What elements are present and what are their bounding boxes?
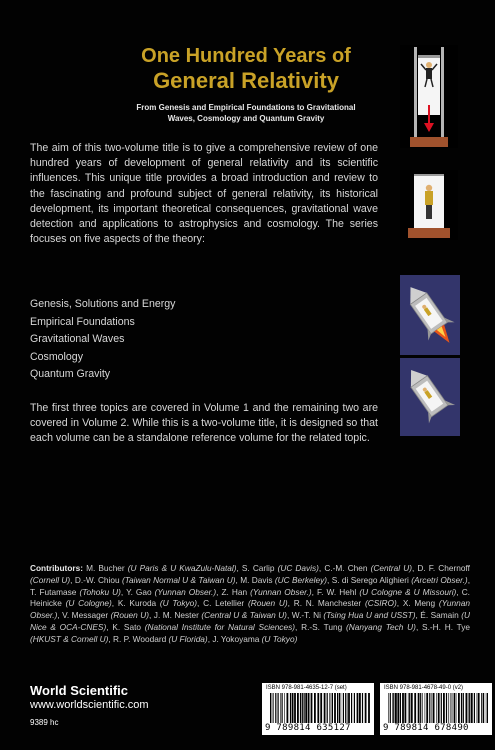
barcode-bar (348, 693, 350, 723)
barcode-digits: 9 789814 635127 (265, 723, 351, 733)
barcode-bar (454, 693, 455, 723)
contributor-affiliation: (U Paris & U KwaZulu-Natal) (127, 563, 237, 573)
rocket-illustration-1 (400, 275, 460, 355)
barcode-bar (461, 693, 462, 723)
barcode-bar (446, 693, 447, 723)
barcode-bars (388, 693, 488, 723)
barcode-bar (290, 693, 291, 723)
barcode-bar (478, 693, 480, 723)
barcode-bar (359, 693, 361, 723)
title-block (96, 44, 396, 124)
contributor-affiliation: (Yunnan Obser.) (30, 598, 470, 621)
barcode-bar (432, 693, 433, 723)
contributor-name: T. Futamase (30, 586, 80, 597)
contributor-affiliation: (Yunnan Obser.) (250, 586, 312, 597)
barcode-bar (456, 693, 457, 723)
list-item: Empirical Foundations (30, 315, 135, 328)
barcode-bar (282, 693, 283, 723)
barcode-bars (270, 693, 370, 723)
barcode-bar (450, 693, 451, 723)
barcode-bar (463, 693, 464, 723)
contributor-affiliation: (CSIRO) (364, 598, 397, 609)
barcode-bar (329, 693, 330, 723)
barcode-bar (331, 693, 332, 723)
contributor-name: M. Bucher (86, 563, 128, 573)
barcode-bar (272, 693, 273, 723)
publisher-name: World Scientific (30, 683, 128, 698)
barcode-bar (341, 693, 342, 723)
contributor-name: X. Meng (402, 598, 439, 609)
contributor-affiliation: (U Cologne & U Missouri) (359, 586, 457, 597)
barcode-bar (354, 693, 355, 723)
barcode-bar (357, 693, 359, 723)
contributor-name: C. Heinicke (30, 586, 470, 609)
barcode-bar (458, 693, 460, 723)
contributor-name: F. W. Hehl (317, 586, 360, 597)
barcode-bar (443, 693, 445, 723)
list-item: Cosmology (30, 350, 83, 363)
contributor-affiliation: (HKUST & Cornell U) (30, 633, 109, 644)
contributor-name: Z. Han (221, 586, 251, 597)
barcode-bar (429, 693, 430, 723)
barcode-bar (471, 693, 473, 723)
barcode-bar (345, 693, 346, 723)
barcode-bar (308, 693, 310, 723)
contributor-affiliation: (UC Davis) (277, 563, 319, 573)
barcode-bar (270, 693, 271, 723)
description-paragraph-2: The first three topics are covered in Volume 1 and the remaining two are covered in Volume 2. While this is a two-volume title, it is designed so that each volume can be a standalone reference volume for the related topic. (30, 402, 378, 445)
rocket-illustration-2 (400, 358, 460, 436)
contributor-name: K. Kuroda (117, 598, 160, 609)
contributor-affiliation: (Taiwan Normal U & Taiwan U) (121, 574, 236, 585)
barcode-bar (433, 693, 435, 723)
barcode-bar (368, 693, 370, 723)
title-line-1: One Hundred Years of (141, 45, 351, 67)
barcode-bar (441, 693, 442, 723)
barcode-bar (343, 693, 344, 723)
contributor-name: J. Yokoyama (212, 633, 262, 644)
contributor-affiliation: (Nanyang Tech U) (345, 621, 416, 632)
contributor-name: R. P. Woodard (113, 633, 169, 644)
contributor-affiliation: (U Tokyo) (261, 633, 298, 644)
contributor-name: Y. Gao (126, 586, 155, 597)
barcode-bar (422, 693, 423, 723)
barcode-bar (418, 693, 420, 723)
aspects-list (30, 296, 175, 384)
barcode-bar (477, 693, 478, 723)
contributor-affiliation: (Rouen U) (110, 610, 150, 621)
description-paragraph-1: The aim of this two-volume title is to give a comprehensive review of one hundred years of development of general relativity and its scientific influences. This unique title provides a broad introduction and review to the fascinating and profound subject of general relativity, its historical development, its important theoretical consequences, gravitational wave detection and applications to astrophysics and cosmology. The series focuses on five aspects of the theory: (30, 142, 378, 246)
barcode-bar (468, 693, 469, 723)
barcode-volume-2 (380, 683, 492, 735)
contributor-name: K. Sato (112, 621, 145, 632)
barcode-bar (365, 693, 367, 723)
barcode-bar (414, 693, 416, 723)
barcode-bar (405, 693, 407, 723)
contributor-affiliation: (Yunnan Obser.) (154, 586, 217, 597)
contributor-name: S.-H. H. Tye (422, 621, 471, 632)
barcode-bar (351, 693, 352, 723)
contributor-name: V. Messager (62, 610, 111, 621)
barcode-bar (425, 693, 426, 723)
isbn-label: ISBN 978-981-4635-12-7 (set) (266, 685, 347, 691)
list-item: Genesis, Solutions and Energy (30, 298, 176, 310)
contributors-label: Contributors: (30, 563, 83, 573)
barcode-bar (300, 693, 301, 723)
publisher-url[interactable]: www.worldscientific.com (30, 699, 149, 711)
barcode-bar (487, 693, 488, 723)
barcode-bar (453, 693, 454, 723)
contributor-affiliation: (U Cologne) (65, 598, 112, 609)
barcode-bar (273, 693, 274, 723)
contributor-name: S. di Serego Alighieri (331, 574, 412, 585)
barcode-bar (452, 693, 453, 723)
subtitle (96, 102, 396, 124)
contributors-list: M. Bucher (U Paris & U KwaZulu-Natal), S. Carlip (UC Davis), C.-M. Chen (Central U), D. F. Chernoff (Cornell U), D.-W. Chiou (Taiwan Normal U & Taiwan U), M. Davis (UC Berkeley), S. di Serego Alighieri (Arcetri Obser.), T. Futamase (Tohoku U), Y. Gao (Yunnan Obser.), Z. Han (Yunnan Obser.), F. W. Hehl (U Cologne & U Missouri), C. Heinicke (U Cologne), K. Kuroda (U Tokyo), C. Letellier (Rouen U), R. N. Manchester (CSIRO), X. Meng (Yunnan Obser.), V. Messager (Rouen U), J. M. Nester (Central U & Taiwan U), W.-T. Ni (Tsing Hua U and USST), É. Samain (U Nice & OCA-CNES), K. Sato (National Institute for Natural Sciences), R.-S. Tung (Nanyang Tech U), S.-H. H. Tye (HKUST & Cornell U), R. P. Woodard (U Florida), J. Yokoyama (U Tokyo) (30, 563, 471, 644)
catalog-code: 9389 hc (30, 718, 59, 727)
barcode-bar (305, 693, 307, 723)
barcode-bar (474, 693, 475, 723)
contributor-affiliation: (Central U) (370, 563, 412, 573)
barcode-bar (332, 693, 333, 723)
contributor-name: C.-M. Chen (324, 563, 371, 573)
falling-elevator-illustration (400, 45, 458, 148)
barcode-bar (400, 693, 401, 723)
barcode-bar (438, 693, 440, 723)
contributor-affiliation: (Arcetri Obser.) (411, 574, 468, 585)
barcode-bar (347, 693, 348, 723)
barcode-bar (304, 693, 305, 723)
contributor-affiliation: (Central U & Taiwan U) (201, 610, 287, 621)
barcode-bar (483, 693, 484, 723)
barcode-digits: 9 789814 678490 (383, 723, 469, 733)
barcode-bar (294, 693, 296, 723)
contributor-name: W.-T. Ni (291, 610, 324, 621)
barcode-bar (395, 693, 397, 723)
barcode-bar (362, 693, 363, 723)
barcode-bar (339, 693, 340, 723)
contributor-affiliation: (Tohoku U) (79, 586, 121, 597)
barcode-bar (292, 693, 294, 723)
barcode-bar (280, 693, 281, 723)
contributor-name: D. F. Chernoff (417, 563, 470, 573)
contributor-name: C. Letellier (203, 598, 248, 609)
barcode-bar (466, 693, 468, 723)
barcode-bar (278, 693, 279, 723)
contributor-affiliation: (National Institute for Natural Sciences) (144, 621, 295, 632)
contributor-affiliation: (Cornell U) (30, 574, 71, 585)
barcode-bar (311, 693, 313, 723)
barcode-bar (297, 693, 299, 723)
publisher-block (30, 683, 149, 728)
contributor-affiliation: (Rouen U) (247, 598, 288, 609)
barcode-bar (320, 693, 322, 723)
barcode-bar (481, 693, 482, 723)
contributor-affiliation: (UC Berkeley) (274, 574, 328, 585)
barcode-bar (397, 693, 399, 723)
contributor-affiliation: (U Tokyo) (159, 598, 198, 609)
barcode-bar (469, 693, 470, 723)
barcode-bar (327, 693, 328, 723)
barcode-bar (314, 693, 316, 723)
standing-elevator-illustration (400, 170, 458, 240)
barcode-bar (420, 693, 421, 723)
contributors (30, 563, 470, 646)
barcode-bar (287, 693, 289, 723)
isbn-label: ISBN 978-981-4678-49-0 (v2) (384, 685, 464, 691)
barcode-bar (390, 693, 391, 723)
barcode-bar (486, 693, 487, 723)
barcode-bar (337, 693, 338, 723)
barcode-bar (284, 693, 285, 723)
contributor-affiliation: (U Florida) (168, 633, 208, 644)
barcode-bar (426, 693, 428, 723)
barcode-bar (334, 693, 336, 723)
barcode-bar (324, 693, 326, 723)
contributor-name: D.-W. Chiou (74, 574, 122, 585)
contributor-name: J. M. Nester (153, 610, 202, 621)
subtitle-line-1: From Genesis and Empirical Foundations to Gravitational (136, 103, 356, 112)
barcode-bar (275, 693, 276, 723)
contributor-name: M. Davis (240, 574, 275, 585)
contributor-name: É. Samain (420, 610, 462, 621)
contributor-name: R.-S. Tung (301, 621, 346, 632)
barcode-bar (302, 693, 303, 723)
barcode-bar (393, 693, 394, 723)
contributor-name: R. N. Manchester (293, 598, 365, 609)
barcode-bar (392, 693, 393, 723)
contributor-affiliation: (U Nice & OCA-CNES) (30, 610, 470, 632)
barcode-bar (402, 693, 404, 723)
contributor-name: S. Carlip (241, 563, 278, 573)
subtitle-line-2: Waves, Cosmology and Quantum Gravity (167, 114, 325, 123)
barcode-bar (408, 693, 409, 723)
barcode-bar (448, 693, 449, 723)
list-item: Gravitational Waves (30, 333, 125, 346)
barcode-bar (409, 693, 410, 723)
barcode-bar (388, 693, 389, 723)
barcode-bar (411, 693, 413, 723)
contributor-affiliation: (Tsing Hua U and USST) (323, 610, 416, 621)
barcode-bar (436, 693, 437, 723)
list-item: Quantum Gravity (30, 368, 111, 381)
barcode-bar (317, 693, 319, 723)
title-line-2: General Relativity (153, 68, 339, 93)
barcode-set (262, 683, 374, 735)
